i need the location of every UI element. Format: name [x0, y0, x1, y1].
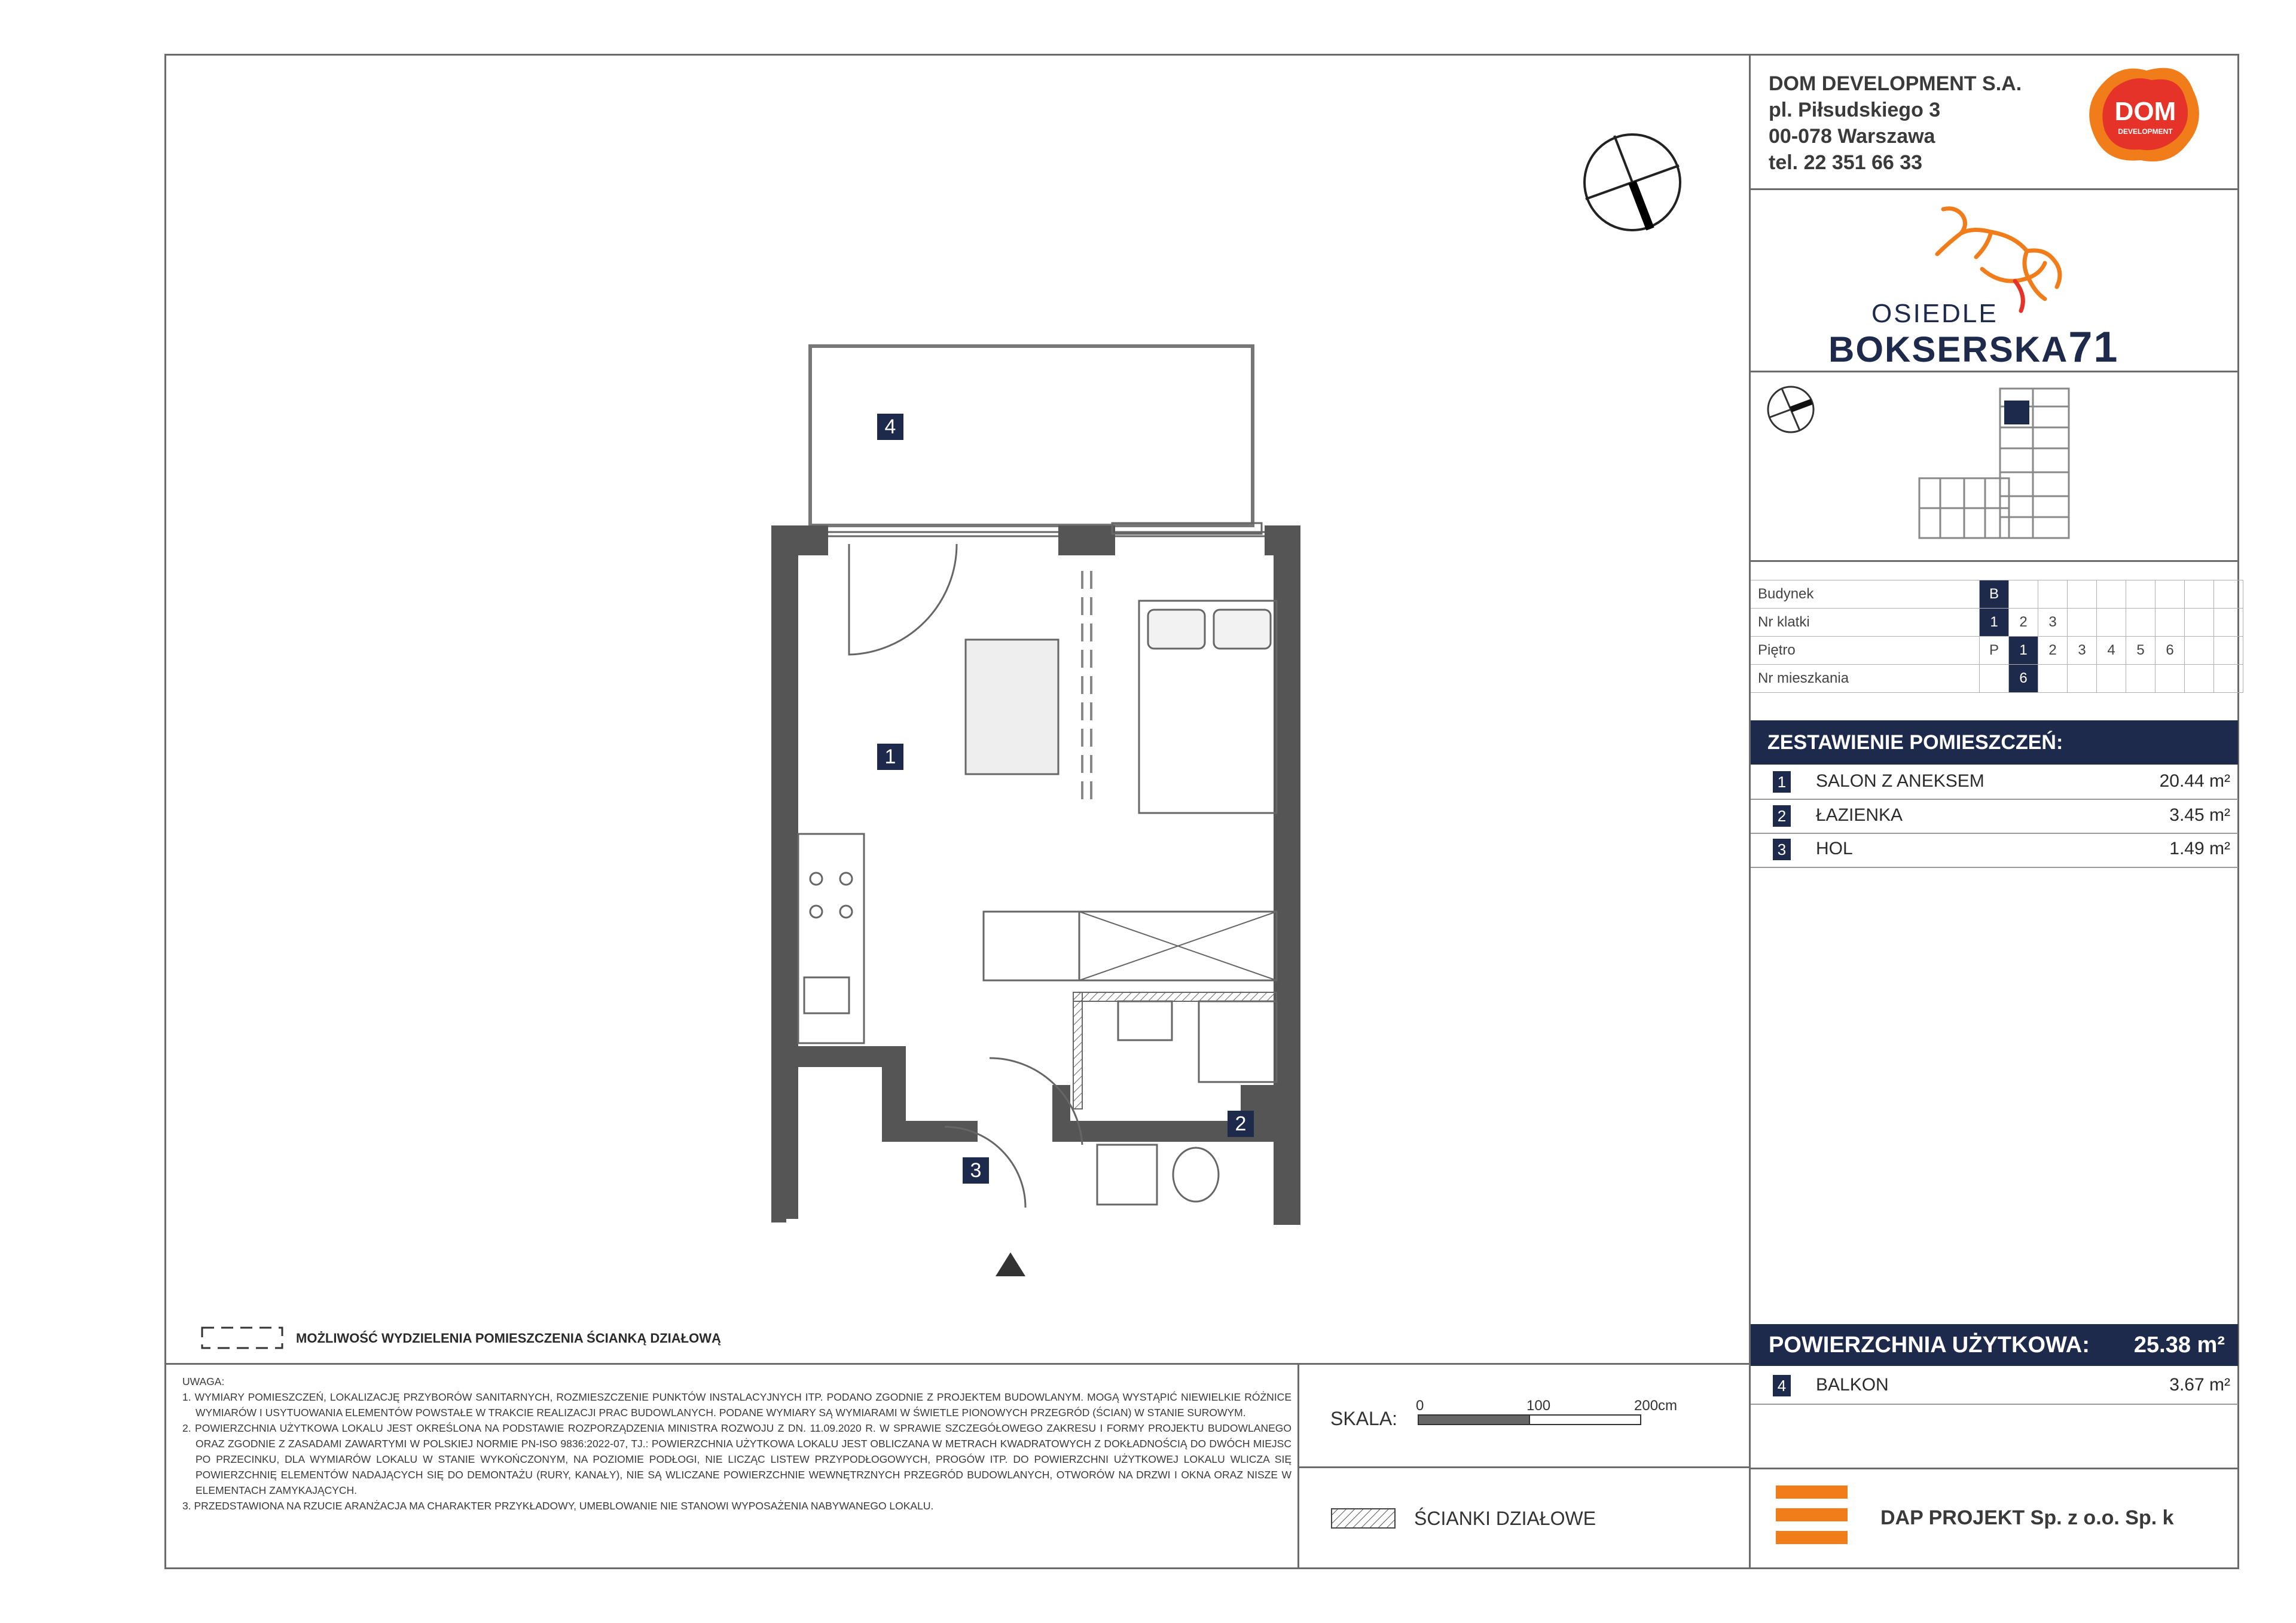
- table-cell: [2038, 665, 2068, 693]
- partition-walls-legend: ŚCIANKI DZIAŁOWE: [1414, 1508, 1596, 1529]
- company-city: 00-078 Warszawa: [1769, 125, 1935, 148]
- room-name: HOL: [1816, 839, 1853, 858]
- room-number: 2: [1773, 805, 1791, 827]
- shower-icon: [1199, 1001, 1277, 1082]
- washing-machine-icon: [1097, 1145, 1157, 1205]
- table-cell: 4: [2097, 637, 2126, 665]
- stove-burner-icon: [810, 906, 822, 918]
- balcony-divider: [1751, 1404, 2238, 1405]
- scale-bar: [1417, 1414, 1644, 1426]
- table-cell: 2: [2009, 609, 2038, 637]
- dashed-box-legend-icon: [200, 1326, 284, 1350]
- room-name: SALON Z ANEKSEM: [1816, 771, 1984, 791]
- company-name: DOM DEVELOPMENT S.A.: [1769, 72, 2022, 95]
- project-name-main: BOKSERSKA: [1828, 329, 2069, 369]
- scale-tick-100: 100: [1526, 1398, 1551, 1414]
- table-cell: [2068, 665, 2097, 693]
- pillow-icon: [1214, 610, 1271, 649]
- project-name: [1828, 323, 2118, 372]
- room-area: 3.45 m²: [2169, 805, 2230, 825]
- note-item: 2. POWIERZCHNIA UŻYTKOWA LOKALU JEST OKREŚLONA NA PODSTAWIE ROZPORZĄDZENIA MINISTRA ROZWOJU Z DN. 11.09.2020 R. W SPRAWIE SZCZEGÓŁOWEGO ZAKRESU I FORMY PROJEKTU BUDOWLANEGO ORAZ ZGODNIE Z ZASADAMI ZAWARTYMI W POLSKIEJ NORMIE PN-ISO 9836:2022-07, TJ.: POWIERZCHNIA UŻYTKOWA LOKALU JEST OBLICZANA W METRACH KWADRATOWYCH Z DOKŁADNOŚCIĄ DO DWÓCH MIEJSC PO PRZECINKU, DLA WYMIARÓW LOKALU W STANIE WYKOŃCZONYM, NA POZIOMIE PODŁOGI, NIE LICZĄC LISTEW PRZYPODŁOGOWYCH, PROGÓW ITP. DO POWIERZCHNI UŻYTKOWEJ LOKALU WLICZA SIĘ POWIERZCHNIĘ ELEMENTÓW NADAJĄCYCH SIĘ DO DEMONTAŻU (RURY, KANAŁY), NIE SĄ WLICZANE POWIERZCHNIE WEWNĘTRZNYCH PRZEGRÓD BUDOWLANYCH, OTWORÓW NA DRZWI I OKNA ORAZ NISZE W ELEMENTACH ZAMYKAJĄCYCH.: [182, 1422, 1292, 1496]
- building-table: [1751, 580, 2243, 693]
- room-area: 20.44 m²: [2159, 771, 2230, 791]
- table-cell: B: [1980, 580, 2009, 609]
- usable-area-bar: [1751, 1324, 2238, 1366]
- table-cell: 1: [2009, 637, 2038, 665]
- room-divider: [1751, 833, 2238, 834]
- row-label: Piętro: [1751, 637, 1980, 665]
- room-number: 3: [1773, 839, 1791, 860]
- balcony-outline: [810, 346, 1253, 525]
- balcony-door-icon: [849, 544, 957, 655]
- plan-label-room-4: 4: [877, 414, 903, 440]
- kitchen-counter: [798, 834, 864, 1043]
- note-item: 3. PRZEDSTAWIONA NA RZUCIE ARANŻACJA MA CHARAKTER PRZYKŁADOWY, UMEBLOWANIE NIE STANOWI WYPOSAŻENIA NABYWANEGO LOKALU.: [182, 1500, 934, 1512]
- table-cell: [2185, 637, 2214, 665]
- table-cell: 2: [2038, 637, 2068, 665]
- scale-tick-0: 0: [1416, 1398, 1424, 1414]
- partition-possibility-legend: MOŻLIWOŚĆ WYDZIELENIA POMIESZCZENIA ŚCIANKĄ DZIAŁOWĄ: [296, 1331, 721, 1346]
- balcony-name: BALKON: [1816, 1375, 1889, 1395]
- table-cell: [2185, 580, 2214, 609]
- bathroom-sink-icon: [1118, 1001, 1172, 1040]
- table-cell: [2038, 580, 2068, 609]
- table-cell: 3: [2068, 637, 2097, 665]
- table-cell: [2009, 580, 2038, 609]
- table-cell: [2214, 580, 2243, 609]
- scale-tick-200: 200cm: [1634, 1398, 1678, 1414]
- key-plan-highlight: [2004, 401, 2029, 424]
- project-name-number: 71: [2068, 323, 2119, 371]
- key-plan: [1910, 383, 2090, 550]
- table-cell: [2097, 580, 2126, 609]
- plan-label-room-2: 2: [1228, 1111, 1254, 1137]
- plan-label-room-1: 1: [877, 744, 903, 770]
- hatched-wall-legend-icon: [1330, 1508, 1396, 1529]
- sidebar-line-4: [1749, 1468, 2239, 1469]
- table-row: [1751, 665, 2243, 693]
- table-cell: [2126, 580, 2155, 609]
- sidebar-line-3: [1749, 560, 2239, 562]
- notes: [182, 1374, 1292, 1514]
- table-cell: [2097, 665, 2126, 693]
- stove-burner-icon: [840, 873, 852, 885]
- notes-divider: [164, 1363, 1749, 1365]
- table-cell: 6: [2009, 665, 2038, 693]
- table-cell: [2155, 580, 2185, 609]
- scale-label: SKALA:: [1330, 1408, 1398, 1429]
- pillow-icon: [1148, 610, 1205, 649]
- toilet-icon: [1173, 1148, 1219, 1202]
- sofa-icon: [966, 640, 1058, 774]
- logo-development-text: DEVELOPMENT: [2118, 127, 2173, 136]
- table-row: [1751, 609, 2243, 637]
- room-divider: [1751, 867, 2238, 868]
- sidebar-line-1: [1749, 188, 2239, 190]
- table-cell: [2214, 609, 2243, 637]
- usable-area-label: POWIERZCHNIA UŻYTKOWA:: [1769, 1332, 2090, 1358]
- floor-plan: [765, 344, 1303, 1288]
- entrance-arrow-icon: [996, 1252, 1025, 1276]
- company-street: pl. Piłsudskiego 3: [1769, 99, 1941, 121]
- row-label: Nr klatki: [1751, 609, 1980, 637]
- architect-name: DAP PROJEKT Sp. z o.o. Sp. k: [1880, 1506, 2174, 1529]
- table-cell: [2126, 609, 2155, 637]
- rooms-summary-heading-text: ZESTAWIENIE POMIESZCZEŃ:: [1767, 731, 2063, 754]
- balcony-area: 3.67 m²: [2169, 1375, 2230, 1395]
- plan-label-room-3: 3: [963, 1157, 989, 1184]
- table-cell: [2155, 609, 2185, 637]
- table-cell: 5: [2126, 637, 2155, 665]
- table-row: [1751, 580, 2243, 609]
- project-name-top: OSIEDLE: [1871, 299, 1998, 328]
- table-cell: [2155, 665, 2185, 693]
- notes-title: UWAGA:: [182, 1376, 225, 1387]
- table-cell: 3: [2038, 609, 2068, 637]
- table-cell: [2185, 609, 2214, 637]
- table-cell: 6: [2155, 637, 2185, 665]
- usable-area-value: 25.38 m²: [2133, 1332, 2225, 1358]
- rooms-summary-heading: [1751, 720, 2238, 765]
- dap-projekt-logo-icon: [1776, 1486, 1848, 1544]
- note-item: 1. WYMIARY POMIESZCZEŃ, LOKALIZACJĘ PRZYBORÓW SANITARNYCH, ROZMIESZCZENIE PUNKTÓW INSTALACYJNYCH ITP. PODANO ZGODNIE Z PROJEKTEM BUDOWLANYM. MOGĄ WYSTĄPIĆ NIEWIELKIE RÓŻNICE WYMIARÓW I USYTUOWANIA ELEMENTÓW POWSTAŁE W TRAKCIE REALIZACJI PRAC BUDOWLANYCH. PODANE WYMIARY SĄ WYMIARAMI W ŚWIETLE PIONOWYCH PRZEGRÓD (ŚCIAN) W STANIE SUROWYM.: [182, 1391, 1292, 1419]
- stove-burner-icon: [840, 906, 852, 918]
- table-cell: [2126, 665, 2155, 693]
- table-cell: [2214, 637, 2243, 665]
- table-cell: 1: [1980, 609, 2009, 637]
- key-plan-compass-icon: [1764, 383, 1818, 436]
- table-cell: [2185, 665, 2214, 693]
- stove-burner-icon: [810, 873, 822, 885]
- scale-legend-divider: [1297, 1466, 1749, 1468]
- balcony-number: 4: [1773, 1375, 1791, 1396]
- company-phone: tel. 22 351 66 33: [1769, 151, 1923, 174]
- compass-icon: [1578, 129, 1686, 236]
- table-cell: [2214, 665, 2243, 693]
- room-name: ŁAZIENKA: [1816, 805, 1903, 825]
- partition-wall: [1073, 992, 1277, 1001]
- dom-development-logo: [2081, 63, 2212, 171]
- kitchen-sink-icon: [804, 977, 849, 1013]
- room-number: 1: [1773, 771, 1791, 793]
- room-area: 1.49 m²: [2169, 839, 2230, 858]
- table-row: [1751, 637, 2243, 665]
- company-address: [1769, 71, 2022, 176]
- row-label: Nr mieszkania: [1751, 665, 1980, 693]
- table-cell: P: [1980, 637, 2009, 665]
- table-cell: [2068, 609, 2097, 637]
- partition-wall: [1073, 992, 1082, 1109]
- row-label: Budynek: [1751, 580, 1980, 609]
- logo-dom-text: DOM: [2114, 97, 2176, 126]
- table-cell: [2068, 580, 2097, 609]
- table-cell: [2097, 609, 2126, 637]
- desk-icon: [984, 912, 1079, 980]
- table-cell: [1980, 665, 2009, 693]
- room-divider: [1751, 799, 2238, 800]
